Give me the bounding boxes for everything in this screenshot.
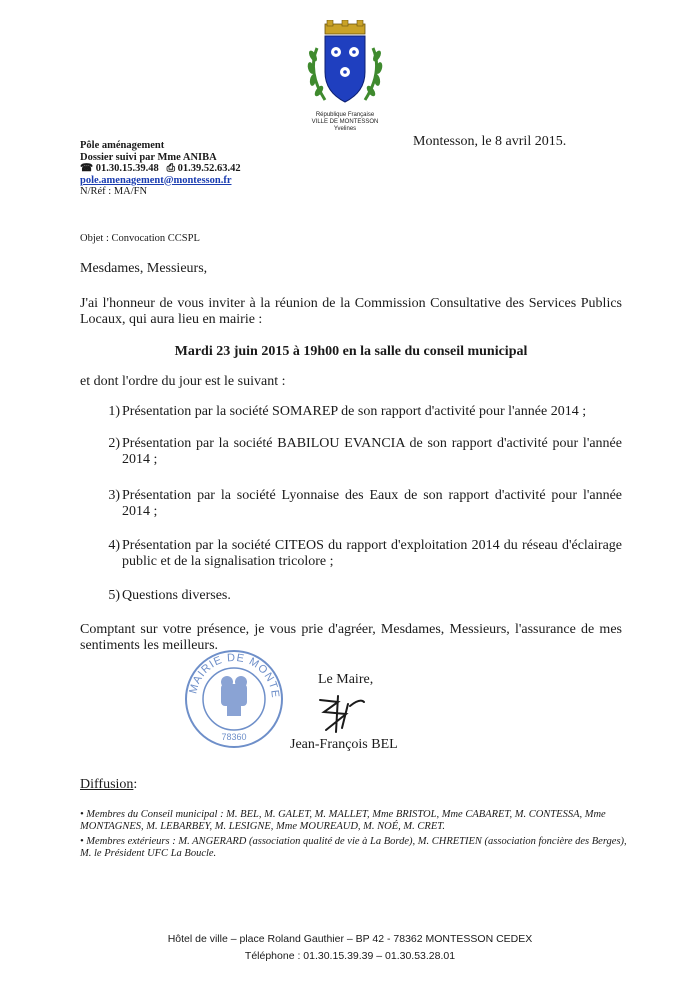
stamp-postcode: 78360 <box>221 732 247 742</box>
closing-paragraph: Comptant sur votre présence, je vous prie d'agréer, Mesdames, Messieurs, l'assurance de mes sentiments les meilleurs. <box>80 622 622 653</box>
agenda-item-text: Présentation par la société Lyonnaise des Eaux de son rapport d'activité pour l'année 2014 ; <box>122 488 622 519</box>
signature-role: Le Maire, <box>318 672 374 687</box>
fax-icon: ⎙ <box>166 163 175 174</box>
agenda-item-text: Questions diverses. <box>122 588 231 603</box>
diffusion-members-external: • Membres extérieurs : M. ANGERARD (association qualité de vie à La Borde), M. CHRETIEN (association foncière des Berges), M. le Président UFC La Boucle. <box>80 836 627 859</box>
town-hall-stamp <box>183 648 285 750</box>
signature-name: Jean-François BEL <box>290 737 398 752</box>
diffusion-members-council: • Membres du Conseil municipal : M. BEL, M. GALET, M. MALLET, Mme BRISTOL, Mme CABARET, M. CONTESSA, Mme MONTAGNES, M. LEBARBEY, M. LESIGNE, Mme MOUREAUD, M. NOÉ, M. CRET. <box>80 809 606 832</box>
diffusion-title-suffix: : <box>133 777 138 792</box>
agenda-item-text: Présentation par la société CITEOS du rapport d'exploitation 2014 du réseau d'éclairage public et de la signalisation tricolore ; <box>122 538 622 569</box>
letter-date: Montesson, le 8 avril 2015. <box>413 134 567 149</box>
sender-reference: N/Réf : MA/FN <box>80 186 148 197</box>
handwritten-signature <box>312 692 370 736</box>
agenda-item-number: 5) <box>108 588 120 603</box>
salutation: Mesdames, Messieurs, <box>80 261 208 276</box>
sender-contact-line <box>80 163 241 175</box>
footer-phones: Téléphone : 01.30.15.39.39 – 01.30.53.28.01 <box>244 950 456 962</box>
sender-department: Pôle aménagement <box>80 140 165 151</box>
sender-email-link[interactable]: pole.amenagement@montesson.fr <box>80 174 232 186</box>
agenda-intro: et dont l'ordre du jour est le suivant : <box>80 374 286 389</box>
logo-line-republic: République Française <box>315 112 375 118</box>
agenda-item-number: 2) <box>108 436 120 451</box>
sender-followed-by: Dossier suivi par Mme ANIBA <box>80 151 217 163</box>
sender-fax: 01.39.52.63.42 <box>177 163 241 174</box>
agenda-item-number: 1) <box>108 404 120 419</box>
phone-icon: ☎ <box>80 163 94 174</box>
logo-caption <box>285 112 405 133</box>
logo-line-department: Yvelines <box>333 126 357 132</box>
stamp-seal-icon <box>183 648 285 750</box>
diffusion-heading <box>80 777 137 793</box>
letter-subject: Objet : Convocation CCSPL <box>80 233 200 244</box>
agenda-item-number: 4) <box>108 538 120 553</box>
signature-icon <box>312 692 370 736</box>
sender-phone: 01.30.15.39.48 <box>95 163 159 174</box>
logo-line-town: VILLE DE MONTESSON <box>311 119 379 125</box>
agenda-item-text: Présentation par la société SOMAREP de son rapport d'activité pour l'année 2014 ; <box>122 404 587 419</box>
coat-of-arms-icon <box>303 20 387 112</box>
intro-paragraph: J'ai l'honneur de vous inviter à la réunion de la Commission Consultative des Services Publics Locaux, qui aura lieu en mairie : <box>80 296 622 327</box>
footer-address: Hôtel de ville – place Roland Gauthier – BP 42 - 78362 MONTESSON CEDEX <box>167 933 533 945</box>
stamp-text: MAIRIE DE MONTE <box>187 651 282 700</box>
agenda-item-text: Présentation par la société BABILOU EVANCIA de son rapport d'activité pour l'année 2014 ; <box>122 436 622 467</box>
agenda-item-number: 3) <box>108 488 120 503</box>
meeting-details: Mardi 23 juin 2015 à 19h00 en la salle du conseil municipal <box>174 344 528 359</box>
sender-block <box>80 140 241 198</box>
diffusion-title: Diffusion <box>80 777 134 792</box>
